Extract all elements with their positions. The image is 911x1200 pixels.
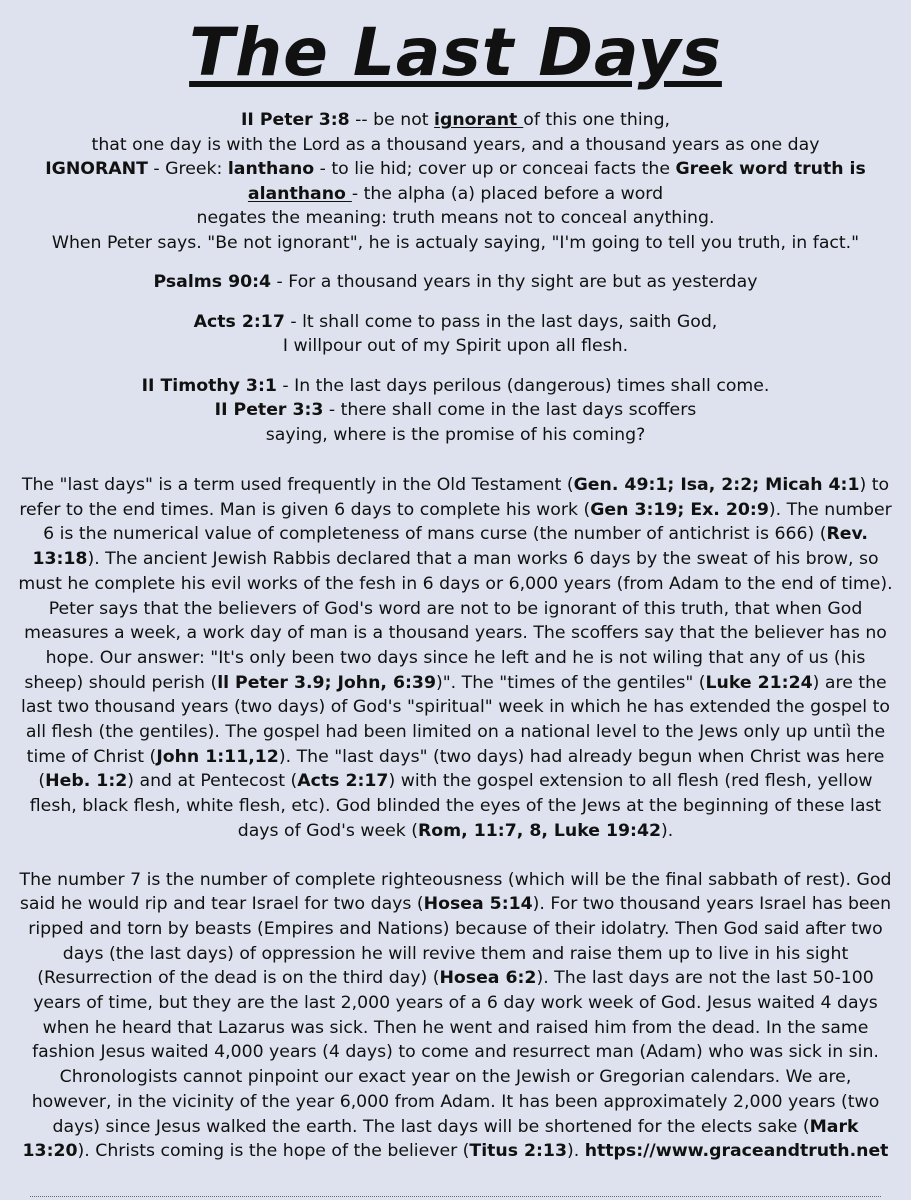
definition-label: IGNORANT [45,159,148,179]
scripture-ref: Gen. 49:1; Isa, 2:2; Micah 4:1 [573,475,860,495]
verse-line [18,270,893,295]
scripture-ref: Rev. 13:18 [32,524,868,570]
verse-ref: II Timothy 3:1 [141,375,277,396]
scripture-ref: Acts 2:17 [297,771,389,792]
definition-text: - to lie hid; cover up or conceai facts the [314,159,676,179]
verse-ref: II Peter 3:3 [214,400,324,420]
verse-text: of this one thing, [523,110,671,130]
paragraph-last-days: The "last days" is a term used frequently in the Old Testament (Gen. 49:1; Isa, 2:2; Micah 4:1) to refer to the end times. Man is given 6 days to complete his work (Gen 3:19; Ex. 20:9). The number 6 is the numerical value of completeness of mans curse (the number of antichrist is 666) (Rev. 13:18). The ancient Jewish Rabbis declared that a man works 6 days by the sweat of his brow, so must he complete his evil works of the fesh in 6 days or 6,000 years (from Adam to the end of time). Peter says that the believers of God's word are not to be ignorant of this truth, that when God measures a week, a work day of man is a thousand years. The scoffers say that the believer has no hope. Our answer: "It's only been two days since he left and he is not wiling that any of us (his sheep) should perish (ll Peter 3.9; John, 6:39)". The "times of the gentiles" (Luke 21:24) are the last two thousand years (two days) of God's "spiritual" week in which he has extended the gospel to all flesh (the gentiles). The gospel had been limited on a national level to the Jews only up untiì the time of Christ (John 1:11,12). The "last days" (two days) had already begun when Christ was here (Heb. 1:2) and at Pentecost (Acts 2:17) with the gospel extension to all flesh (red flesh, yellow flesh, black flesh, white flesh, etc). God blinded the eyes of the Jews at the beginning of these last days of God's week (Rom, 11:7, 8, Luke 19:42). [18,475,893,841]
keyword-ignorant: ignorant [434,110,524,130]
scripture-ref: Heb. 1:2 [45,771,128,792]
verse-text: - there shall come in the last days scoffers [323,400,697,420]
verse-line [18,398,893,423]
verse-block-ii-peter-3-8 [18,108,893,255]
paragraph-number-seven: The number 7 is the number of complete righteousness (which will be the final sabbath of rest). God said he would rip and tear Israel for two days (Hosea 5:14). For two thousand years Israel has been ripped and torn by beasts (Empires and Nations) because of their idolatry. Then God said after two days (the last days) of oppression he will revive them and raise them up to live in his sight (Resurrection of the dead is on the third day) (Hosea 6:2). The last days are not the last 50-100 years of time, but they are the last 2,000 years of a 6 day work week of God. Jesus waited 4 days when he heard that Lazarus was sick. Then he went and raised him from the dead. In the same fashion Jesus waited 4,000 years (4 days) to come and resurrect man (Adam) who was sick in sin. Chronologists cannot pinpoint our exact year on the Jewish or Gregorian calendars. We are, however, in the vicinity of the year 6,000 from Adam. It has been approximately 2,000 years (two days) since Jesus walked the earth. The last days will be shortened for the elects sake (Mark 13:20). Christs coming is the hope of the believer (Titus 2:13). https://www.graceandtruth.net [19,869,892,1162]
definition-bold: Greek word truth is [675,159,866,179]
scripture-ref: John 1:11,12 [156,746,279,767]
verse-line: that one day is with the Lord as a thousand years, and a thousand years as one day [91,134,820,155]
greek-word-alanthano: alanthano [247,183,352,204]
verse-block-acts-2-17 [18,310,893,359]
scripture-ref: Titus 2:13 [469,1141,567,1162]
scripture-ref: ll Peter 3.9; John, 6:39 [217,672,436,693]
definition-line: When Peter says. "Be not ignorant", he is actualy saying, "I'm going to tell you truth, in fact." [51,232,860,253]
verse-block-psalms-90-4 [18,270,893,295]
page-title: The Last Days [189,14,722,91]
verse-block-timothy-peter [18,374,893,448]
scripture-ref: Hosea 6:2 [439,968,537,989]
verse-line: I willpour out of my Spirit upon all flesh. [282,336,629,356]
bottom-divider [30,1196,881,1200]
definition-line [18,182,893,207]
verse-text: - For a thousand years in thy sight are but as yesterday [271,272,758,292]
verse-text: -- be not [349,110,435,130]
definition-text: - the alpha (a) placed before a word [351,183,664,204]
definition-text: - Greek: [147,159,228,179]
verse-ref: Psalms 90:4 [153,272,272,292]
verse-line [18,374,893,399]
greek-word: lanthano [227,159,315,179]
verse-line [18,108,893,133]
website-url: https://www.graceandtruth.net [584,1141,889,1162]
verse-text: - lt shall come to pass in the last days, saith God, [284,311,718,332]
verse-line: saying, where is the promise of his coming? [265,424,646,445]
scripture-ref: Luke 21:24 [705,672,813,693]
definition-line [18,157,893,182]
scripture-ref: Gen 3:19; Ex. 20:9 [590,499,769,520]
definition-line: negates the meaning: truth means not to conceal anything. [196,208,715,228]
scripture-ref: Mark 13:20 [22,1116,859,1162]
scripture-ref: Rom, 11:7, 8, Luke 19:42 [417,820,662,841]
verse-ref: II Peter 3:8 [240,110,350,130]
verse-text: - In the last days perilous (dangerous) times shall come. [276,375,770,396]
verse-line [18,310,893,335]
scripture-ref: Hosea 5:14 [423,894,533,915]
verse-ref: Acts 2:17 [193,311,285,332]
